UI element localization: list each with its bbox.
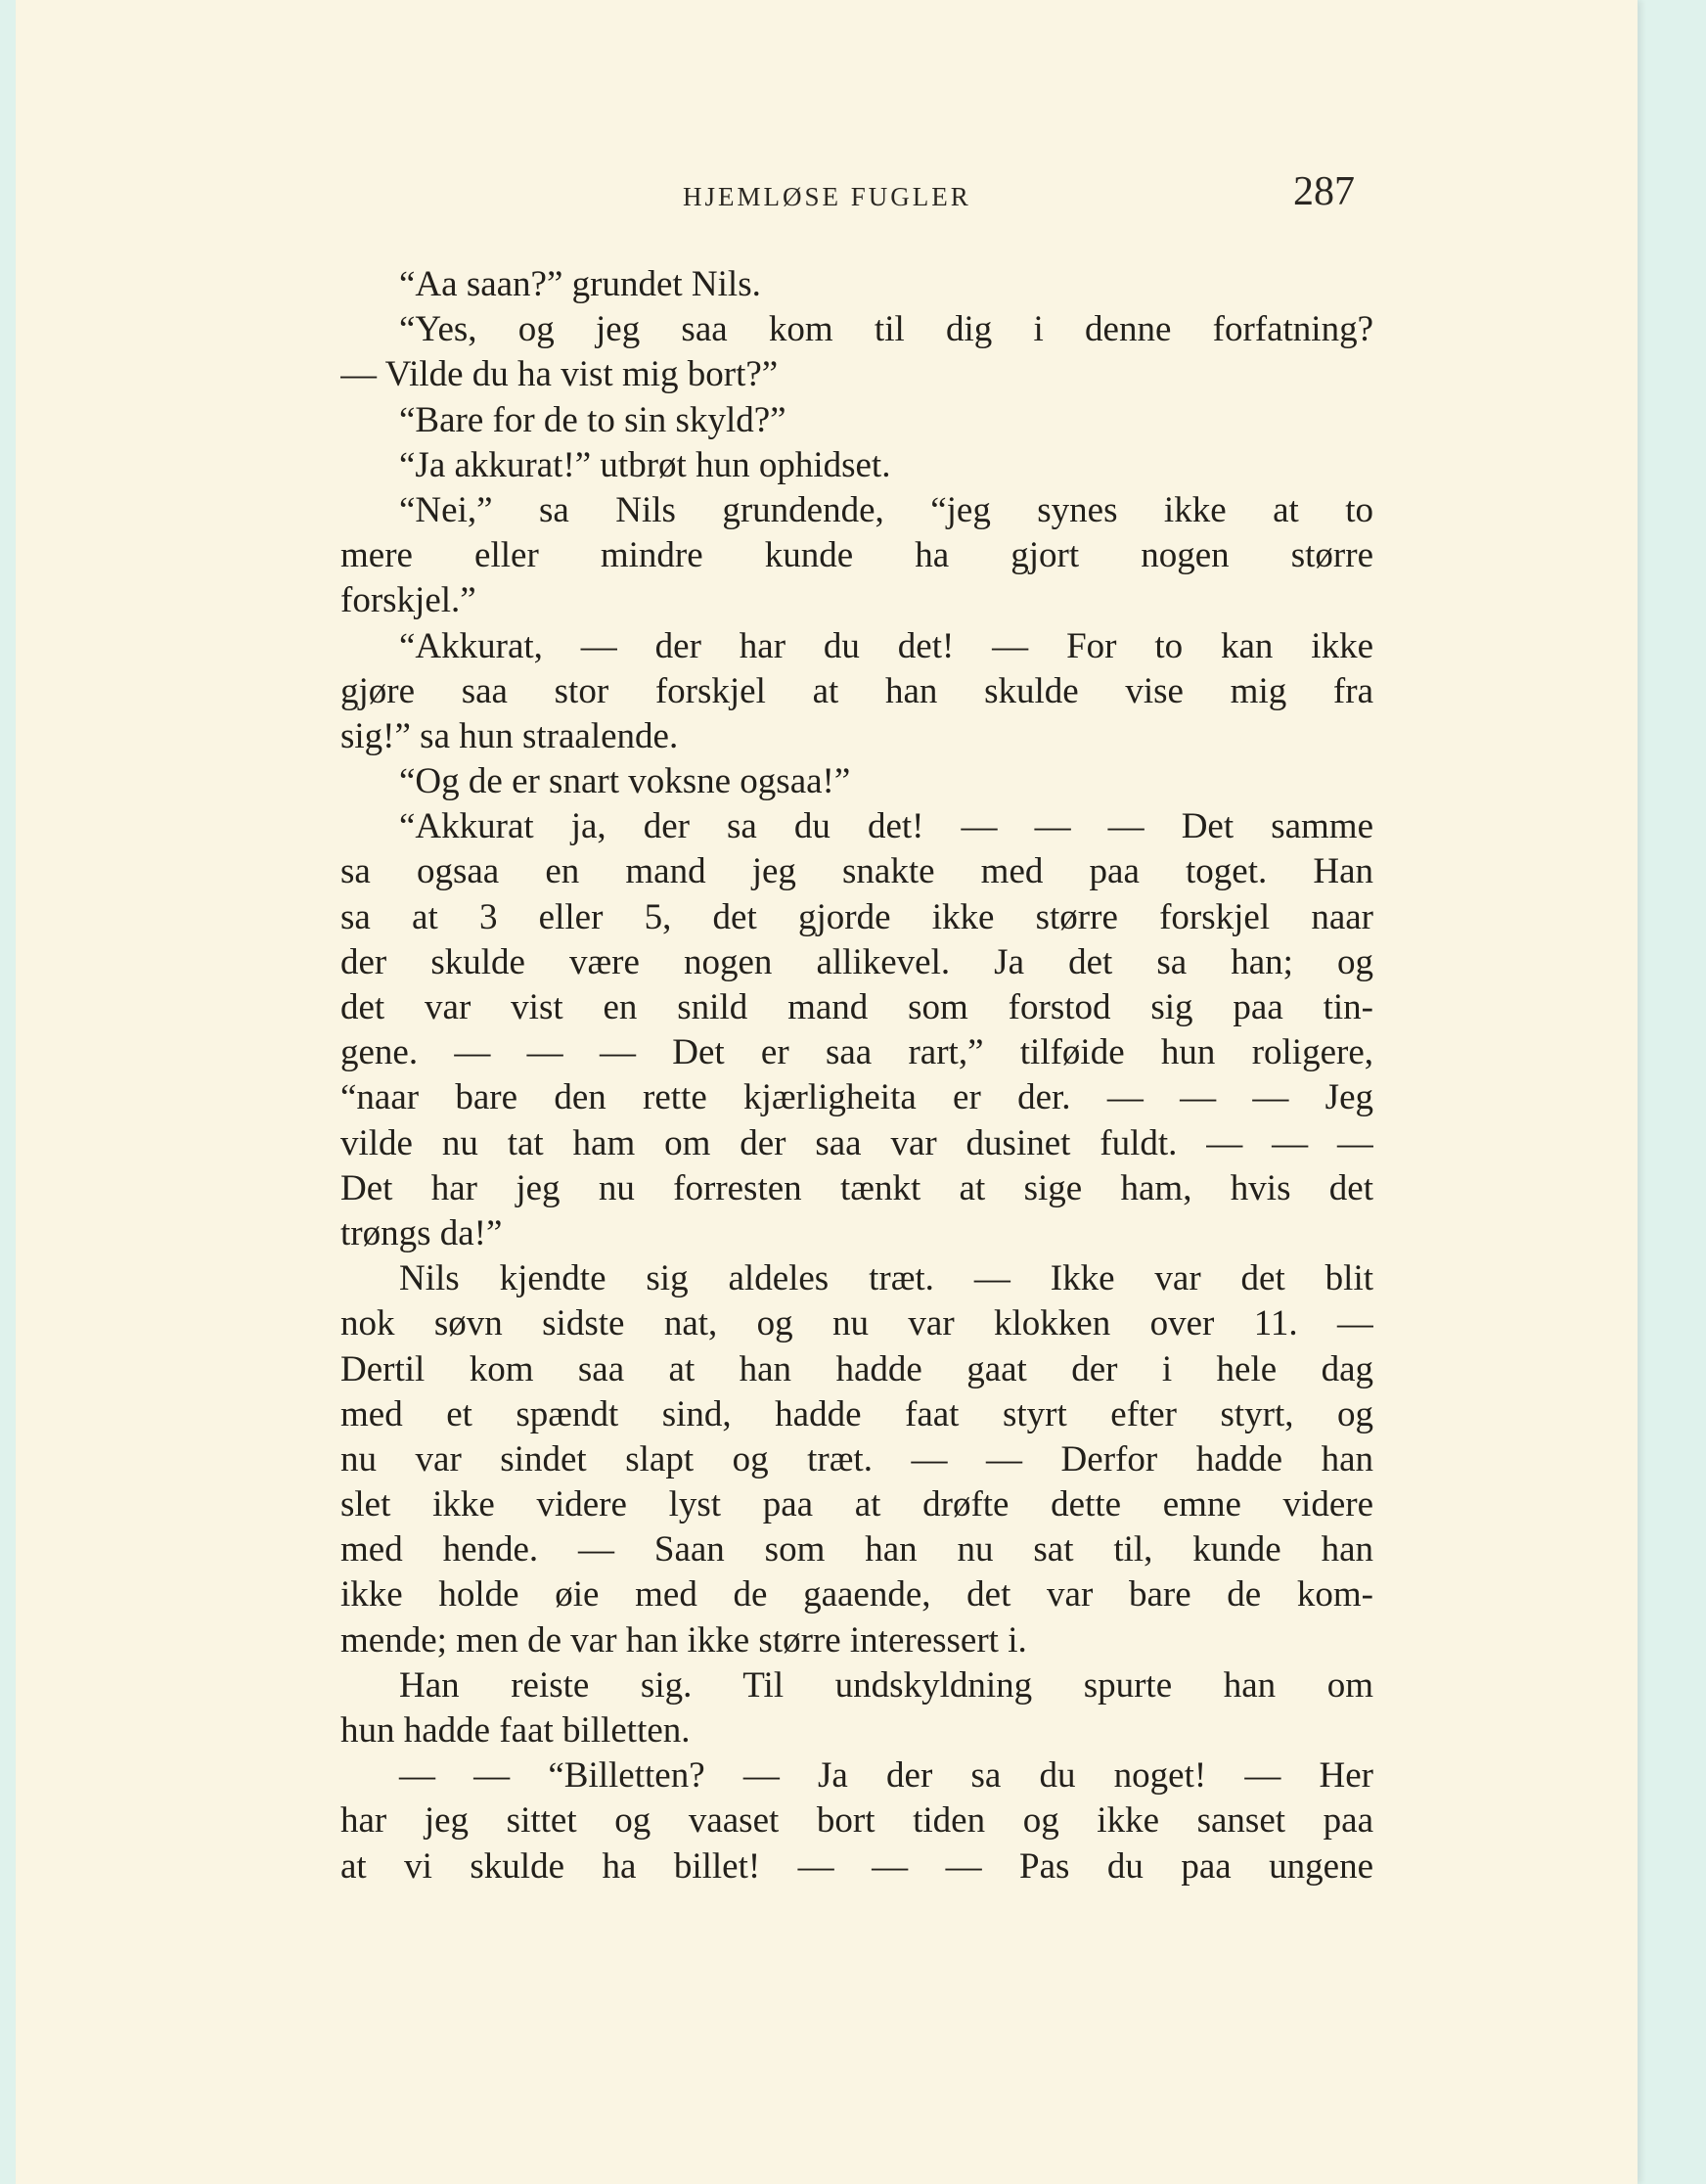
text-line: gene. — — — Det er saa rart,” tilføide hun roligere,: [340, 1032, 1373, 1073]
text-line: — — “Billetten? — Ja der sa du noget! — Her: [399, 1755, 1373, 1797]
text-line: gjøre saa stor forskjel at han skulde vise mig fra: [340, 670, 1373, 711]
text-line: sa ogsaa en mand jeg snakte med paa toget. Han: [340, 851, 1373, 892]
body-text: [340, 262, 1373, 1889]
text-line: trøngs da!”: [340, 1212, 503, 1253]
text-line: Dertil kom saa at han hadde gaat der i hele dag: [340, 1348, 1373, 1389]
page-number: 287: [1293, 169, 1355, 214]
text-line: har jeg sittet og vaaset bort tiden og ikke sanset paa: [340, 1800, 1373, 1842]
page-header: [16, 168, 1638, 217]
text-line: — Vilde du ha vist mig bort?”: [340, 354, 779, 395]
text-line: “Yes, og jeg saa kom til dig i denne forfatning?: [399, 309, 1373, 350]
text-line: nok søvn sidste nat, og nu var klokken over 11. —: [340, 1303, 1373, 1344]
text-line: sig!” sa hun straalende.: [340, 715, 679, 756]
text-line: “Aa saan?” grundet Nils.: [399, 264, 761, 304]
text-line: Det har jeg nu forresten tænkt at sige ham, hvis det: [340, 1167, 1373, 1208]
text-line: med et spændt sind, hadde faat styrt efter styrt, og: [340, 1393, 1373, 1434]
text-line: “Nei,” sa Nils grundende, “jeg synes ikke at to: [399, 489, 1373, 530]
text-line: Han reiste sig. Til undskyldning spurte han om: [399, 1664, 1373, 1706]
text-line: “Akkurat ja, der sa du det! — — — Det samme: [399, 806, 1373, 847]
text-line: Nils kjendte sig aldeles træt. — Ikke var det blit: [399, 1258, 1373, 1299]
text-line: “Bare for de to sin skyld?”: [399, 399, 786, 440]
text-line: med hende. — Saan som han nu sat til, kunde han: [340, 1529, 1373, 1570]
text-line: hun hadde faat billetten.: [340, 1710, 691, 1751]
text-line: forskjel.”: [340, 580, 476, 621]
text-line: ikke holde øie med de gaaende, det var bare de kom-: [340, 1574, 1373, 1615]
text-line: sa at 3 eller 5, det gjorde ikke større forskjel naar: [340, 896, 1373, 937]
text-line: vilde nu tat ham om der saa var dusinet fuldt. — — —: [340, 1122, 1373, 1163]
text-line: “Ja akkurat!” utbrøt hun ophidset.: [399, 444, 891, 485]
text-line: mende; men de var han ikke større interessert i.: [340, 1619, 1027, 1661]
running-title: HJEMLØSE FUGLER: [683, 182, 971, 211]
text-line: “naar bare den rette kjærligheita er der. — — — Jeg: [340, 1077, 1373, 1118]
text-line: at vi skulde ha billet! — — — Pas du paa ungene: [340, 1845, 1373, 1887]
text-line: det var vist en snild mand som forstod sig paa tin-: [340, 987, 1373, 1027]
text-line: mere eller mindre kunde ha gjort nogen større: [340, 535, 1373, 576]
text-line: “Og de er snart voksne ogsaa!”: [399, 761, 851, 802]
book-page: [16, 0, 1638, 2184]
text-line: nu var sindet slapt og træt. — — Derfor hadde han: [340, 1438, 1373, 1479]
text-line: “Akkurat, — der har du det! — For to kan ikke: [399, 625, 1373, 666]
text-line: slet ikke videre lyst paa at drøfte dette emne videre: [340, 1484, 1373, 1525]
text-line: der skulde være nogen allikevel. Ja det sa han; og: [340, 941, 1373, 982]
